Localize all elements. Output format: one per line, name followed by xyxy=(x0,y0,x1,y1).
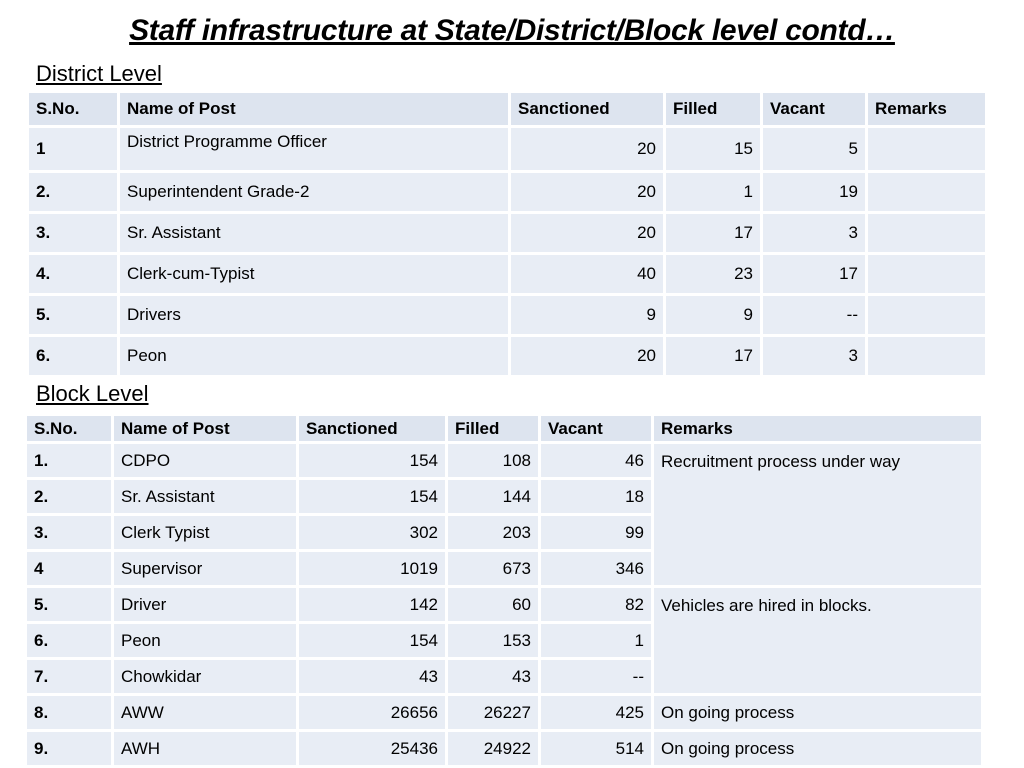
row-remarks xyxy=(868,296,985,334)
row-sno: 1. xyxy=(27,444,111,477)
row-remarks xyxy=(868,255,985,293)
row-vacant: 3 xyxy=(763,337,865,375)
row-vacant: -- xyxy=(541,660,651,693)
row-post: Sr. Assistant xyxy=(120,214,508,252)
remarks-recruitment: Recruitment process under way xyxy=(654,444,981,585)
row-vacant: 99 xyxy=(541,516,651,549)
table-row xyxy=(27,696,981,729)
row-remarks xyxy=(868,214,985,252)
row-sno: 2. xyxy=(27,480,111,513)
row-sanctioned: 1019 xyxy=(299,552,445,585)
row-filled: 15 xyxy=(666,128,760,170)
row-remarks xyxy=(868,173,985,211)
row-sno: 6. xyxy=(27,624,111,657)
row-post: Chowkidar xyxy=(114,660,296,693)
block-level-heading: Block Level xyxy=(36,381,149,406)
table-row xyxy=(29,214,985,252)
row-sanctioned: 154 xyxy=(299,624,445,657)
row-filled: 203 xyxy=(448,516,538,549)
slide-title: Staff infrastructure at State/District/Block level contd… xyxy=(129,14,895,47)
row-sanctioned: 20 xyxy=(511,337,663,375)
row-sno: 6. xyxy=(29,337,117,375)
row-sanctioned: 154 xyxy=(299,444,445,477)
block-staff-table xyxy=(24,413,984,768)
row-post: Peon xyxy=(120,337,508,375)
row-vacant: 17 xyxy=(763,255,865,293)
row-post: District Programme Officer xyxy=(120,128,508,170)
column-header-filled: Filled xyxy=(448,416,538,441)
table-row xyxy=(29,255,985,293)
column-header-vacant: Vacant xyxy=(763,93,865,125)
column-header-sanctioned: Sanctioned xyxy=(299,416,445,441)
row-sanctioned: 20 xyxy=(511,128,663,170)
row-sanctioned: 142 xyxy=(299,588,445,621)
row-vacant: -- xyxy=(763,296,865,334)
table-row xyxy=(27,588,981,621)
row-post: AWW xyxy=(114,696,296,729)
row-vacant: 19 xyxy=(763,173,865,211)
row-vacant: 18 xyxy=(541,480,651,513)
row-sno: 4 xyxy=(27,552,111,585)
row-vacant: 46 xyxy=(541,444,651,477)
row-post: Superintendent Grade-2 xyxy=(120,173,508,211)
row-sno: 5. xyxy=(29,296,117,334)
remarks-ongoing-awh: On going process xyxy=(654,732,981,765)
row-sanctioned: 302 xyxy=(299,516,445,549)
table-row xyxy=(29,296,985,334)
row-post: CDPO xyxy=(114,444,296,477)
row-remarks xyxy=(868,128,985,170)
row-filled: 9 xyxy=(666,296,760,334)
row-sanctioned: 9 xyxy=(511,296,663,334)
row-filled: 43 xyxy=(448,660,538,693)
row-sno: 3. xyxy=(29,214,117,252)
district-level-heading: District Level xyxy=(36,61,162,86)
row-sno: 2. xyxy=(29,173,117,211)
row-filled: 17 xyxy=(666,214,760,252)
column-header-remarks: Remarks xyxy=(654,416,981,441)
column-header-post: Name of Post xyxy=(114,416,296,441)
row-post: AWH xyxy=(114,732,296,765)
row-sno: 9. xyxy=(27,732,111,765)
table-row xyxy=(29,128,985,170)
row-filled: 108 xyxy=(448,444,538,477)
column-header-filled: Filled xyxy=(666,93,760,125)
row-filled: 17 xyxy=(666,337,760,375)
column-header-vacant: Vacant xyxy=(541,416,651,441)
remarks-ongoing-aww: On going process xyxy=(654,696,981,729)
row-filled: 26227 xyxy=(448,696,538,729)
row-sanctioned: 43 xyxy=(299,660,445,693)
row-sno: 1 xyxy=(29,128,117,170)
row-post: Driver xyxy=(114,588,296,621)
remarks-vehicles: Vehicles are hired in blocks. xyxy=(654,588,981,693)
row-filled: 1 xyxy=(666,173,760,211)
row-sanctioned: 154 xyxy=(299,480,445,513)
row-filled: 144 xyxy=(448,480,538,513)
row-filled: 153 xyxy=(448,624,538,657)
row-post: Sr. Assistant xyxy=(114,480,296,513)
row-vacant: 346 xyxy=(541,552,651,585)
table-row xyxy=(29,337,985,375)
row-sanctioned: 25436 xyxy=(299,732,445,765)
row-vacant: 514 xyxy=(541,732,651,765)
row-sno: 5. xyxy=(27,588,111,621)
row-sanctioned: 20 xyxy=(511,173,663,211)
row-sanctioned: 26656 xyxy=(299,696,445,729)
table-row xyxy=(29,173,985,211)
column-header-sanctioned: Sanctioned xyxy=(511,93,663,125)
column-header-post: Name of Post xyxy=(120,93,508,125)
row-vacant: 3 xyxy=(763,214,865,252)
column-header-sno: S.No. xyxy=(27,416,111,441)
row-post: Peon xyxy=(114,624,296,657)
row-remarks xyxy=(868,337,985,375)
row-sno: 3. xyxy=(27,516,111,549)
row-post: Clerk-cum-Typist xyxy=(120,255,508,293)
row-sno: 8. xyxy=(27,696,111,729)
row-vacant: 82 xyxy=(541,588,651,621)
district-staff-table xyxy=(26,90,988,378)
table-row xyxy=(27,444,981,477)
row-post: Clerk Typist xyxy=(114,516,296,549)
row-filled: 60 xyxy=(448,588,538,621)
row-sno: 4. xyxy=(29,255,117,293)
row-sno: 7. xyxy=(27,660,111,693)
row-filled: 673 xyxy=(448,552,538,585)
row-vacant: 1 xyxy=(541,624,651,657)
row-vacant: 425 xyxy=(541,696,651,729)
row-vacant: 5 xyxy=(763,128,865,170)
row-sanctioned: 40 xyxy=(511,255,663,293)
table-header-row xyxy=(27,416,981,441)
row-sanctioned: 20 xyxy=(511,214,663,252)
column-header-sno: S.No. xyxy=(29,93,117,125)
row-post: Supervisor xyxy=(114,552,296,585)
table-header-row xyxy=(29,93,985,125)
row-post: Drivers xyxy=(120,296,508,334)
table-row xyxy=(27,732,981,765)
column-header-remarks: Remarks xyxy=(868,93,985,125)
row-filled: 24922 xyxy=(448,732,538,765)
row-filled: 23 xyxy=(666,255,760,293)
